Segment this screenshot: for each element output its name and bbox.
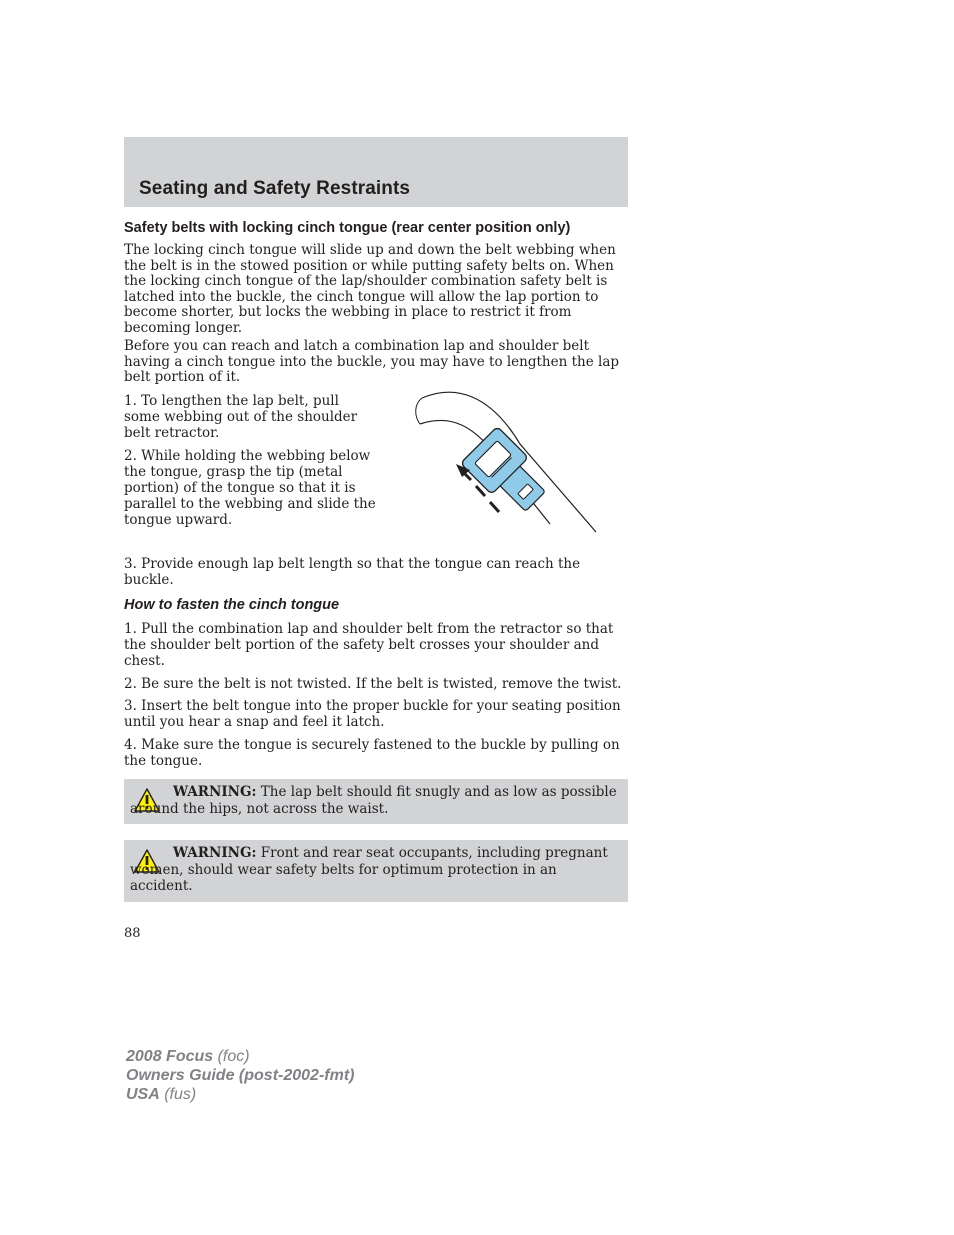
warning-text: [130, 784, 622, 817]
footer-line-market: USA (fus): [126, 1086, 197, 1103]
warning-label: WARNING:: [173, 845, 257, 861]
footer-doc-id: [126, 1047, 354, 1104]
footer-line-model: 2008 Focus (foc): [126, 1048, 250, 1065]
page-number: 88: [124, 926, 141, 941]
fasten-step-4: 4. Make sure the tongue is securely fastened to the buckle by pulling on the tongue.: [124, 737, 620, 769]
fasten-heading: How to fasten the cinch tongue: [124, 597, 340, 613]
lengthen-step-3: 3. Provide enough lap belt length so that the tongue can reach the buckle.: [124, 556, 581, 588]
section-title: Seating and Safety Restraints: [139, 178, 411, 199]
footer-line-guide: Owners Guide (post-2002-fmt): [126, 1067, 355, 1084]
cinch-tongue-illustration: [410, 384, 610, 544]
fasten-step-2: 2. Be sure the belt is not twisted. If the belt is twisted, remove the twist.: [124, 676, 622, 692]
warning-body: The lap belt should fit snugly and as low as possible around the hips, not across the waist.: [130, 784, 617, 817]
lengthen-step-1: 1. To lengthen the lap belt, pull some webbing out of the shoulder belt retractor.: [124, 393, 358, 441]
intro-paragraph: The locking cinch tongue will slide up and down the belt webbing when the belt is in the stowed position or while putting safety belts on. When the locking cinch tongue of the lap/shoulder combination safety belt is latched into the buckle, the cinch tongue will allow the lap portion to become shorter, but locks the webbing in place to restrict it from becoming longer.: [124, 242, 616, 336]
lengthen-step-2: 2. While holding the webbing below the tongue, grasp the tip (metal portion) of the tongue so that it is parallel to the webbing and slide the tongue upward.: [124, 448, 376, 528]
warning-box-occupants: [124, 840, 628, 902]
lengthen-paragraph: Before you can reach and latch a combination lap and shoulder belt having a cinch tongue into the buckle, you may have to lengthen the lap belt portion of it.: [124, 338, 620, 385]
fasten-step-1: 1. Pull the combination lap and shoulder belt from the retractor so that the shoulder belt portion of the safety belt crosses your shoulder and chest.: [124, 621, 614, 669]
warning-body: Front and rear seat occupants, including pregnant women, should wear safety belts for optimum protection in an accident.: [130, 845, 608, 894]
warning-text: [130, 845, 622, 895]
subsection-heading: Safety belts with locking cinch tongue (rear center position only): [124, 220, 571, 236]
warning-label: WARNING:: [173, 784, 257, 800]
warning-box-lap-belt: [124, 779, 628, 824]
fasten-step-3: 3. Insert the belt tongue into the proper buckle for your seating position until you hear a snap and feel it latch.: [124, 698, 621, 730]
